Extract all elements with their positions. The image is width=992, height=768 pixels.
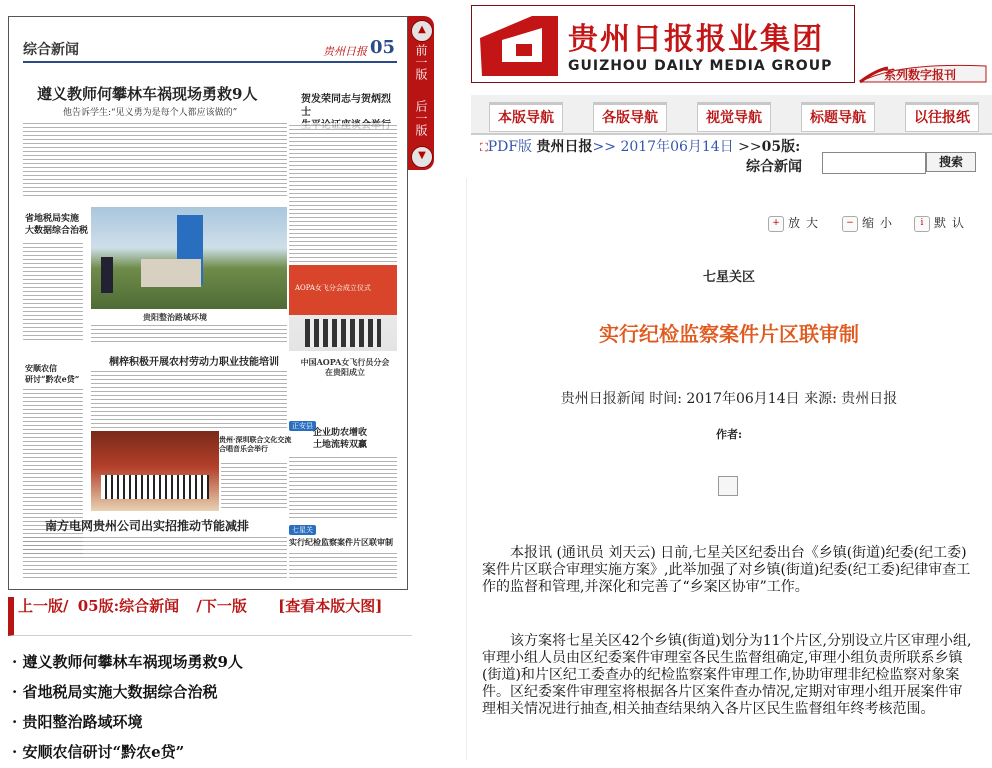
next-page-label[interactable]: 后一版 (414, 100, 428, 136)
thumb-headline-right-2[interactable]: 企业助农增收 土地流转双赢 (313, 428, 368, 450)
search-button[interactable]: 搜索 (926, 152, 976, 172)
article-list-item[interactable]: · 安顺农信研讨“黔农e贷” (12, 738, 432, 768)
tab-editions-nav[interactable]: 各版导航 (593, 102, 667, 132)
thumb-photo-concert[interactable] (91, 431, 219, 511)
prev-page-arrow-icon[interactable]: ▲ (411, 20, 433, 42)
thumb-tag-2: 七星关 (289, 525, 316, 535)
logo-mark-icon (472, 6, 564, 82)
thumb-headline-mid[interactable]: 桐梓积极开展农村劳动力职业技能培训 (109, 357, 279, 368)
thumb-headline-bottom-right[interactable]: 实行纪检监察案件片区联审制 (289, 537, 393, 547)
zoom-in-label[interactable]: 放大 (788, 216, 825, 230)
thumb-text-block (91, 323, 287, 345)
breadcrumb (480, 136, 800, 156)
thumb-text-block (23, 535, 287, 581)
tab-title-nav[interactable]: 标题导航 (801, 102, 875, 132)
zoom-default-button[interactable] (914, 214, 970, 232)
thumb-headline-bottom[interactable]: 南方电网贵州公司出实招推动节能减排 (45, 519, 250, 533)
thumb-headline-left-2[interactable]: 安顺农信 研讨“黔农e贷” (25, 363, 80, 384)
view-big-image-link[interactable]: [查看本版大图] (278, 597, 383, 615)
breadcrumb-page[interactable]: 05版: (761, 139, 801, 155)
article-list-item[interactable]: · 遵义教师何攀林车祸现场勇救9人 (12, 648, 432, 678)
prev-edition-link[interactable]: 上一版/ (18, 597, 69, 615)
article-paragraph-2: 该方案将七星关区42个乡镇(街道)划分为11个片区,分别设立片区审理小组,审理小组人员由区纪委案件审理室各民生监督组确定,审理小组负责所联系乡镇(街道)和片区纪工委查办的纪检监察案件审理工作,协助审理非纪检监察对象案件。区纪委案件审理室将根据各片区案件查办情况,定期对审理小组开展案件审理相关情况进行抽查,相关抽查结果纳入各片区民生监督组年终考核范围。 (482, 633, 972, 717)
thumb-headline-right[interactable]: 贺发荣同志与贺炳烈士 (301, 94, 391, 118)
thumb-masthead: 贵州日报 (323, 45, 367, 58)
newspaper-page-thumbnail[interactable] (8, 16, 408, 590)
thumb-text-block (91, 369, 287, 429)
current-edition-label: 05版:综合新闻 (77, 597, 180, 615)
logo-english-text: GUIZHOU DAILY MEDIA GROUP (568, 58, 833, 74)
breadcrumb-date[interactable]: 2017年06月14日 (620, 139, 734, 155)
site-logo[interactable] (471, 5, 855, 83)
search-input[interactable] (822, 152, 926, 174)
tab-page-nav[interactable]: 本版导航 (489, 102, 563, 132)
zoom-out-label[interactable]: 缩小 (862, 216, 899, 230)
zoom-out-icon: − (842, 216, 858, 232)
broken-image-icon (718, 476, 738, 496)
article-list (12, 648, 432, 768)
article-meta: 贵州日报新闻 时间: 2017年06月14日 来源: 贵州日报 (560, 391, 898, 407)
left-panel (0, 0, 435, 760)
thumb-text-block (221, 461, 287, 511)
thumb-headline-sub: 他告诉学生:“见义勇为是每个人都应该做的” (63, 108, 238, 118)
thumb-photo-aopa[interactable] (289, 265, 397, 351)
article-list-item[interactable]: · 贵阳整治路域环境 (12, 708, 432, 738)
next-page-link[interactable] (408, 100, 434, 139)
tab-visual-nav[interactable]: 视觉导航 (697, 102, 771, 132)
article-title: 实行纪检监察案件片区联审制 (599, 322, 859, 346)
thumb-text-block (289, 123, 397, 263)
thumb-headline-left-1[interactable]: 省地税局实施 大数据综合治税 (25, 214, 89, 236)
article-author: 作者: (715, 428, 743, 441)
logo-chinese-text: 贵州日报报业集团 (568, 22, 824, 57)
zoom-in-icon: + (768, 216, 784, 232)
digital-papers-label[interactable]: 系列数字报刊 (884, 68, 957, 82)
breadcrumb-sep: >> (592, 139, 616, 155)
zoom-default-label[interactable]: 默认 (934, 216, 971, 230)
thumb-divider (23, 61, 397, 63)
pdf-icon[interactable]: ⛶ (480, 141, 488, 154)
digital-papers-link[interactable] (858, 60, 988, 86)
thumb-text-block (23, 121, 287, 197)
zoom-in-button[interactable] (768, 214, 824, 232)
thumb-tag-1: 正安县 (289, 421, 316, 431)
breadcrumb-section[interactable]: 综合新闻 (746, 159, 802, 175)
thumb-photo-caption-2: 中国AOPA女飞行员分会 在贵阳成立 (300, 357, 390, 377)
zoom-out-button[interactable] (842, 214, 898, 232)
next-page-arrow-icon[interactable]: ▼ (411, 146, 433, 168)
thumb-text-block (23, 241, 83, 341)
thumb-headline-right-small[interactable]: 贵州·深圳联合文化交流 合唱音乐会举行 (219, 435, 292, 453)
thumb-headline-main[interactable]: 遵义教师何攀林车祸现场勇救9人 (37, 85, 258, 103)
article-kicker: 七星关区 (702, 270, 755, 285)
thumb-photo-banner: AOPA女飞分会成立仪式 (295, 284, 371, 292)
prev-page-link[interactable] (408, 44, 434, 83)
pdf-link[interactable]: PDF版 (487, 139, 533, 155)
article-paragraph-1: 本报讯 (通讯员 刘天云) 日前,七星关区纪委出台《乡镇(街道)纪委(纪工委)案件片区联合审理实施方案》,此举加强了对乡镇(街道)纪委(纪工委)纪律审查工作的监督和管理,并深化和完善了“乡案区协审”工作。 (482, 545, 971, 595)
thumb-photo-road[interactable] (91, 207, 287, 309)
thumb-section-title: 综合新闻 (23, 42, 79, 58)
prev-page-label[interactable]: 前一版 (414, 44, 428, 80)
newspaper-page (23, 35, 397, 583)
zoom-default-icon: i (914, 216, 930, 232)
page-navigation-bar (8, 597, 412, 636)
thumb-text-block (289, 551, 397, 581)
page-switch-tab (408, 16, 434, 170)
thumb-page-number: 05 (369, 37, 395, 58)
breadcrumb-paper[interactable]: 贵州日报 (536, 139, 593, 155)
breadcrumb-sep-2: >> (738, 139, 762, 155)
article-list-item[interactable]: · 省地税局实施大数据综合治税 (12, 678, 432, 708)
thumb-photo-caption-1: 贵阳整治路域环境 (143, 312, 207, 322)
next-edition-link[interactable]: /下一版 (196, 597, 247, 615)
tab-archive[interactable]: 以往报纸 (905, 102, 979, 132)
thumb-text-block (289, 455, 397, 521)
